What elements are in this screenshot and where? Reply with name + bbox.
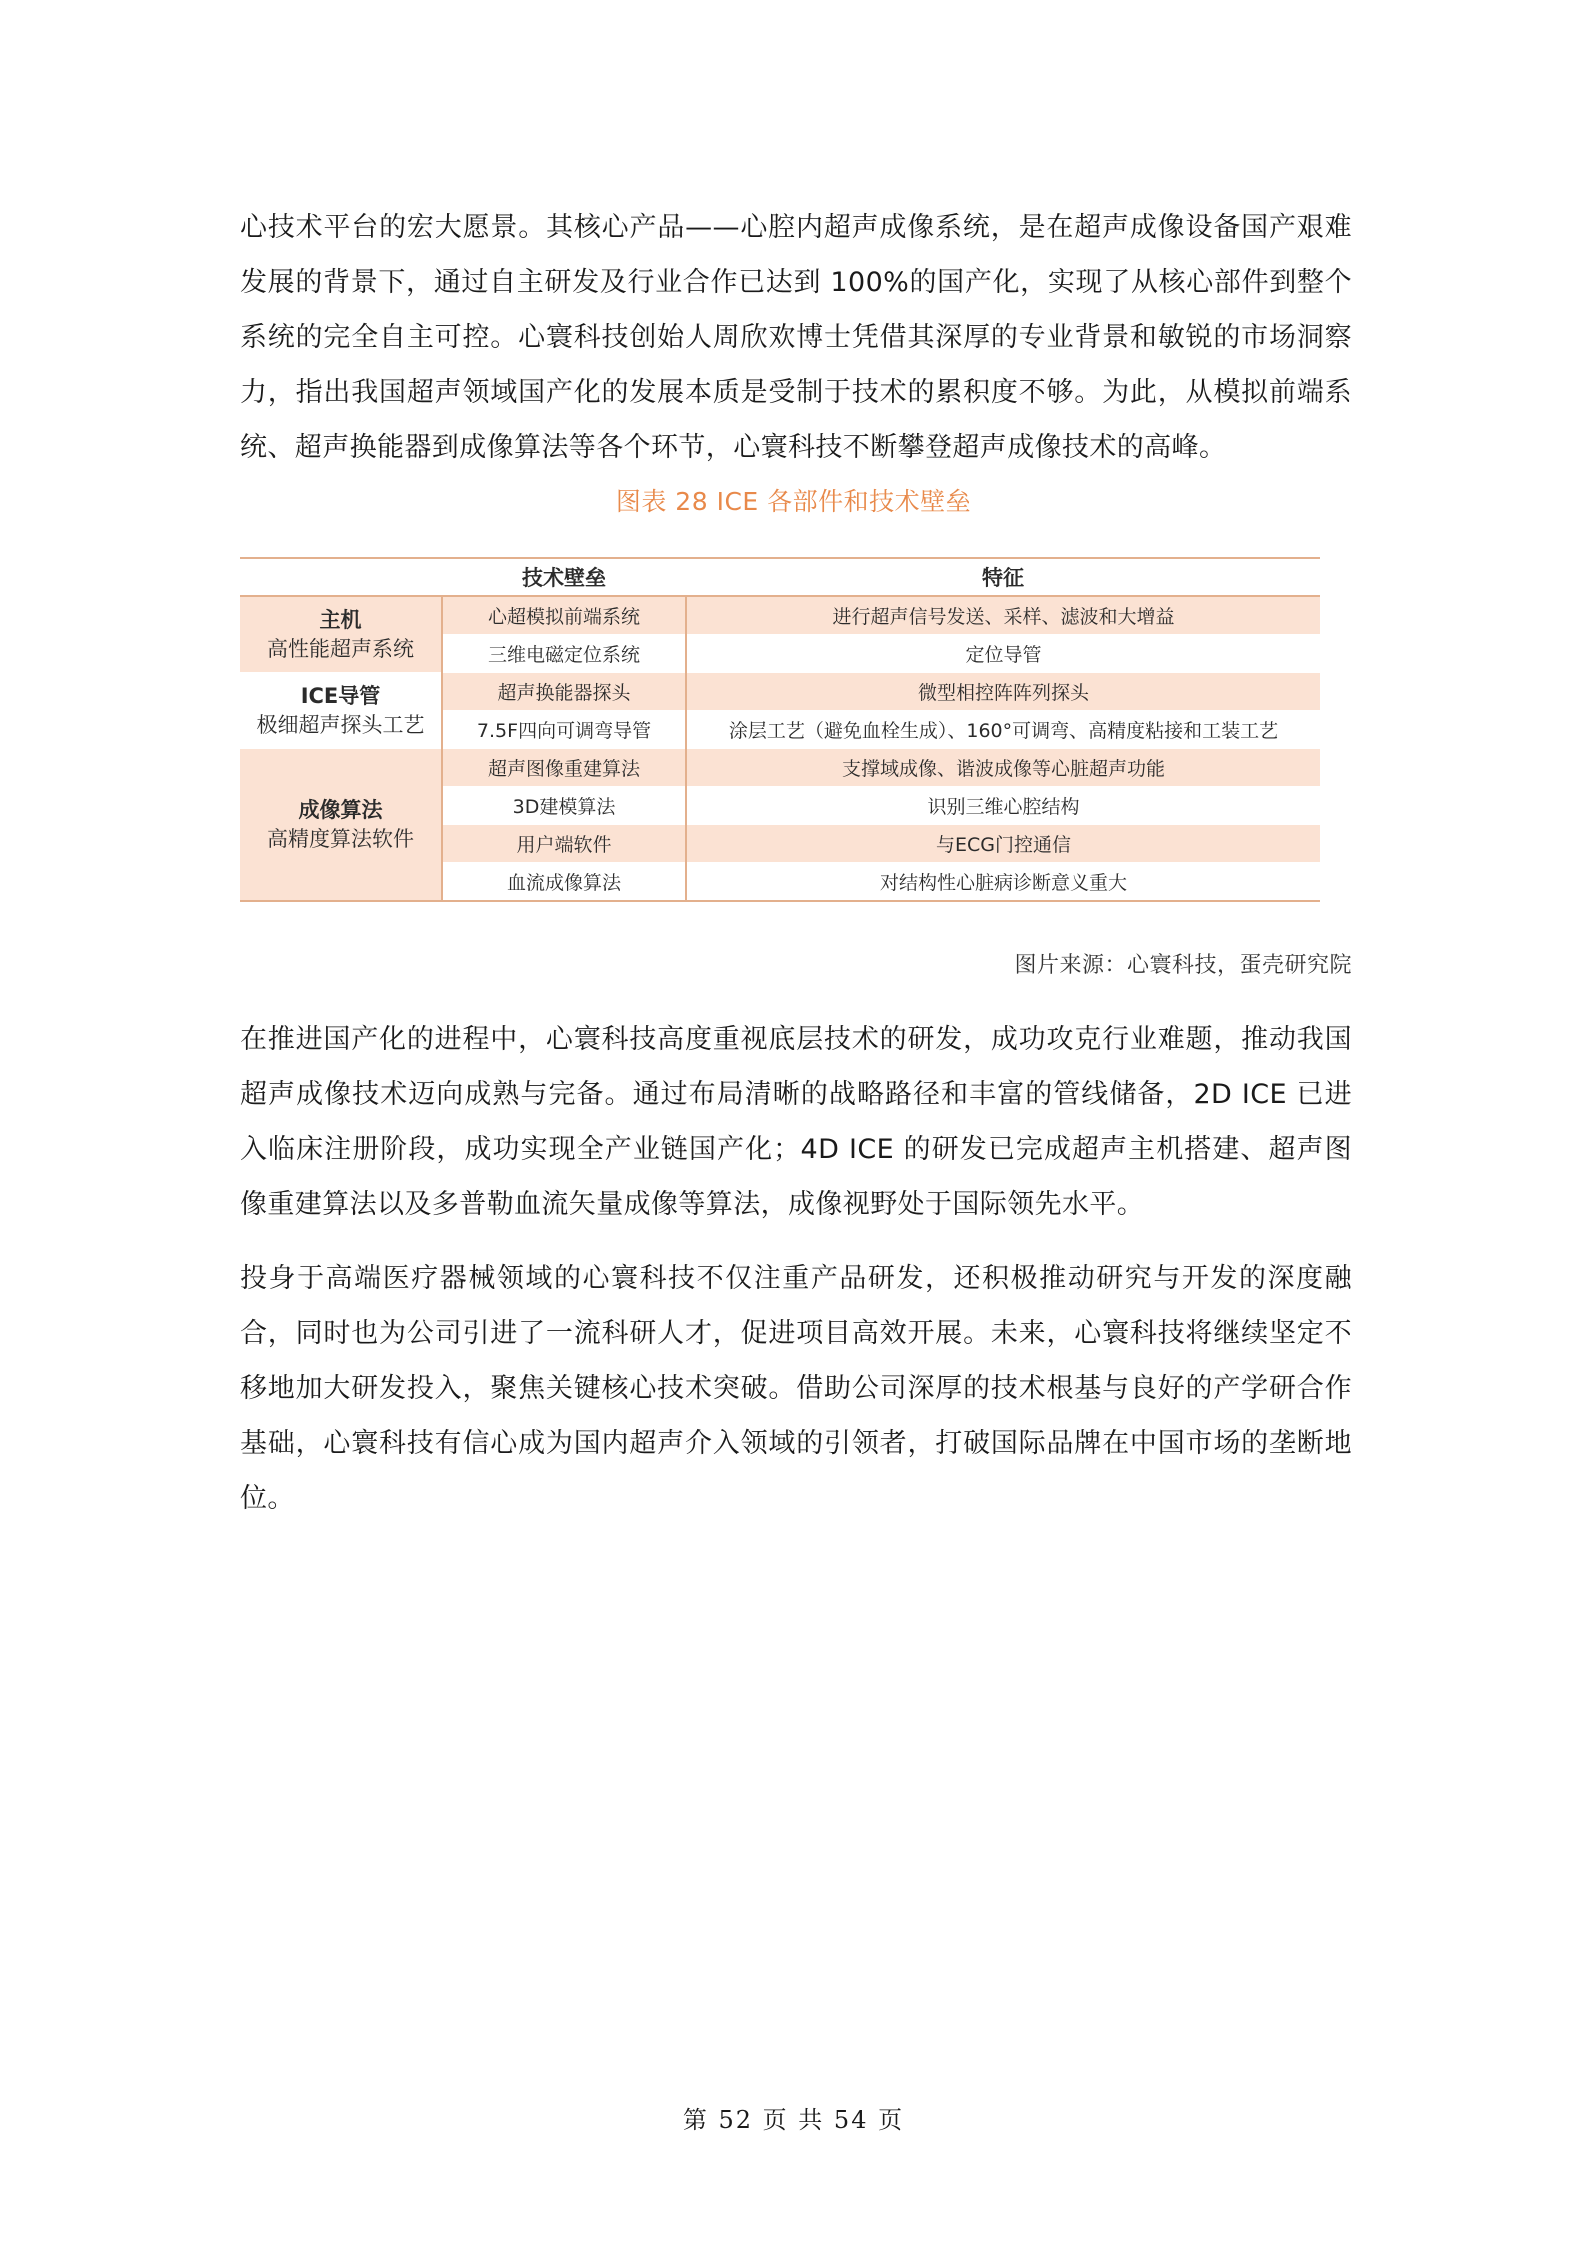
table-group-catheter: [240, 673, 442, 749]
table-cell-barrier: 用户端软件: [442, 825, 686, 863]
table-group-host: [240, 596, 442, 673]
table-cell-barrier: 血流成像算法: [442, 863, 686, 902]
figure-source: 图片来源：心寰科技，蛋壳研究院: [1014, 953, 1352, 978]
table-cell-feature: 涂层工艺（避免血栓生成）、160°可调弯、高精度粘接和工装工艺: [686, 711, 1320, 749]
table-header-group: [240, 558, 442, 596]
body-paragraph-3: 投身于高端医疗器械领域的心寰科技不仅注重产品研发，还积极推动研究与开发的深度融合，同时也为公司引进了一流科研人才，促进项目高效开展。未来，心寰科技将继续坚定不移地加大研发投入，聚焦关键核心技术突破。借助公司深厚的技术根基与良好的产学研合作基础，心寰科技有信心成为国内超声介入领域的引领者，打破国际品牌在中国市场的垄断地位。: [240, 1263, 1352, 1514]
body-paragraph-2: 在推进国产化的进程中，心寰科技高度重视底层技术的研发，成功攻克行业难题，推动我国超声成像技术迈向成熟与完备。通过布局清晰的战略路径和丰富的管线储备，2D ICE 已进入临床注册阶段，成功实现全产业链国产化；4D ICE 的研发已完成超声主机搭建、超声图像重建算法以及多普勒血流矢量成像等算法，成像视野处于国际领先水平。: [240, 1024, 1352, 1220]
table-header-row: [240, 558, 1320, 596]
table-cell-feature: 对结构性心脏病诊断意义重大: [686, 863, 1320, 902]
group-name: ICE导管: [300, 683, 381, 708]
table-row: [240, 596, 1320, 635]
figure-caption: 图表 28 ICE 各部件和技术壁垒: [615, 487, 972, 516]
group-desc: 高精度算法软件: [267, 826, 414, 851]
group-name: 主机: [319, 607, 362, 632]
table-header-barrier: 技术壁垒: [442, 558, 686, 596]
table-cell-feature: 支撑域成像、谐波成像等心脏超声功能: [686, 749, 1320, 787]
table-cell-barrier: 三维电磁定位系统: [442, 635, 686, 673]
table-cell-feature: 与ECG门控通信: [686, 825, 1320, 863]
table-header-feature: 特征: [686, 558, 1320, 596]
table-row: [240, 673, 1320, 711]
table-cell-feature: 微型相控阵阵列探头: [686, 673, 1320, 711]
table-cell-barrier: 超声换能器探头: [442, 673, 686, 711]
table-cell-feature: 进行超声信号发送、采样、滤波和大增益: [686, 596, 1320, 635]
table-cell-feature: 识别三维心腔结构: [686, 787, 1320, 825]
table-cell-barrier: 7.5F四向可调弯导管: [442, 711, 686, 749]
body-paragraph-1: 心技术平台的宏大愿景。其核心产品——心腔内超声成像系统，是在超声成像设备国产艰难发展的背景下，通过自主研发及行业合作已达到 100%的国产化，实现了从核心部件到整个系统的完全自主可控。心寰科技创始人周欣欢博士凭借其深厚的专业背景和敏锐的市场洞察力，指出我国超声领域国产化的发展本质是受制于技术的累积度不够。为此，从模拟前端系统、超声换能器到成像算法等各个环节，心寰科技不断攀登超声成像技术的高峰。: [240, 212, 1352, 463]
page-number: 第 52 页 共 54 页: [682, 2106, 905, 2134]
group-desc: 极细超声探头工艺: [256, 712, 425, 737]
group-name: 成像算法: [298, 797, 383, 822]
table-row: [240, 749, 1320, 787]
group-desc: 高性能超声系统: [267, 636, 414, 661]
table-cell-barrier: 超声图像重建算法: [442, 749, 686, 787]
table-cell-barrier: 3D建模算法: [442, 787, 686, 825]
table-group-imaging: [240, 749, 442, 902]
ice-components-table: [240, 557, 1320, 902]
table-cell-feature: 定位导管: [686, 635, 1320, 673]
table-cell-barrier: 心超模拟前端系统: [442, 596, 686, 635]
